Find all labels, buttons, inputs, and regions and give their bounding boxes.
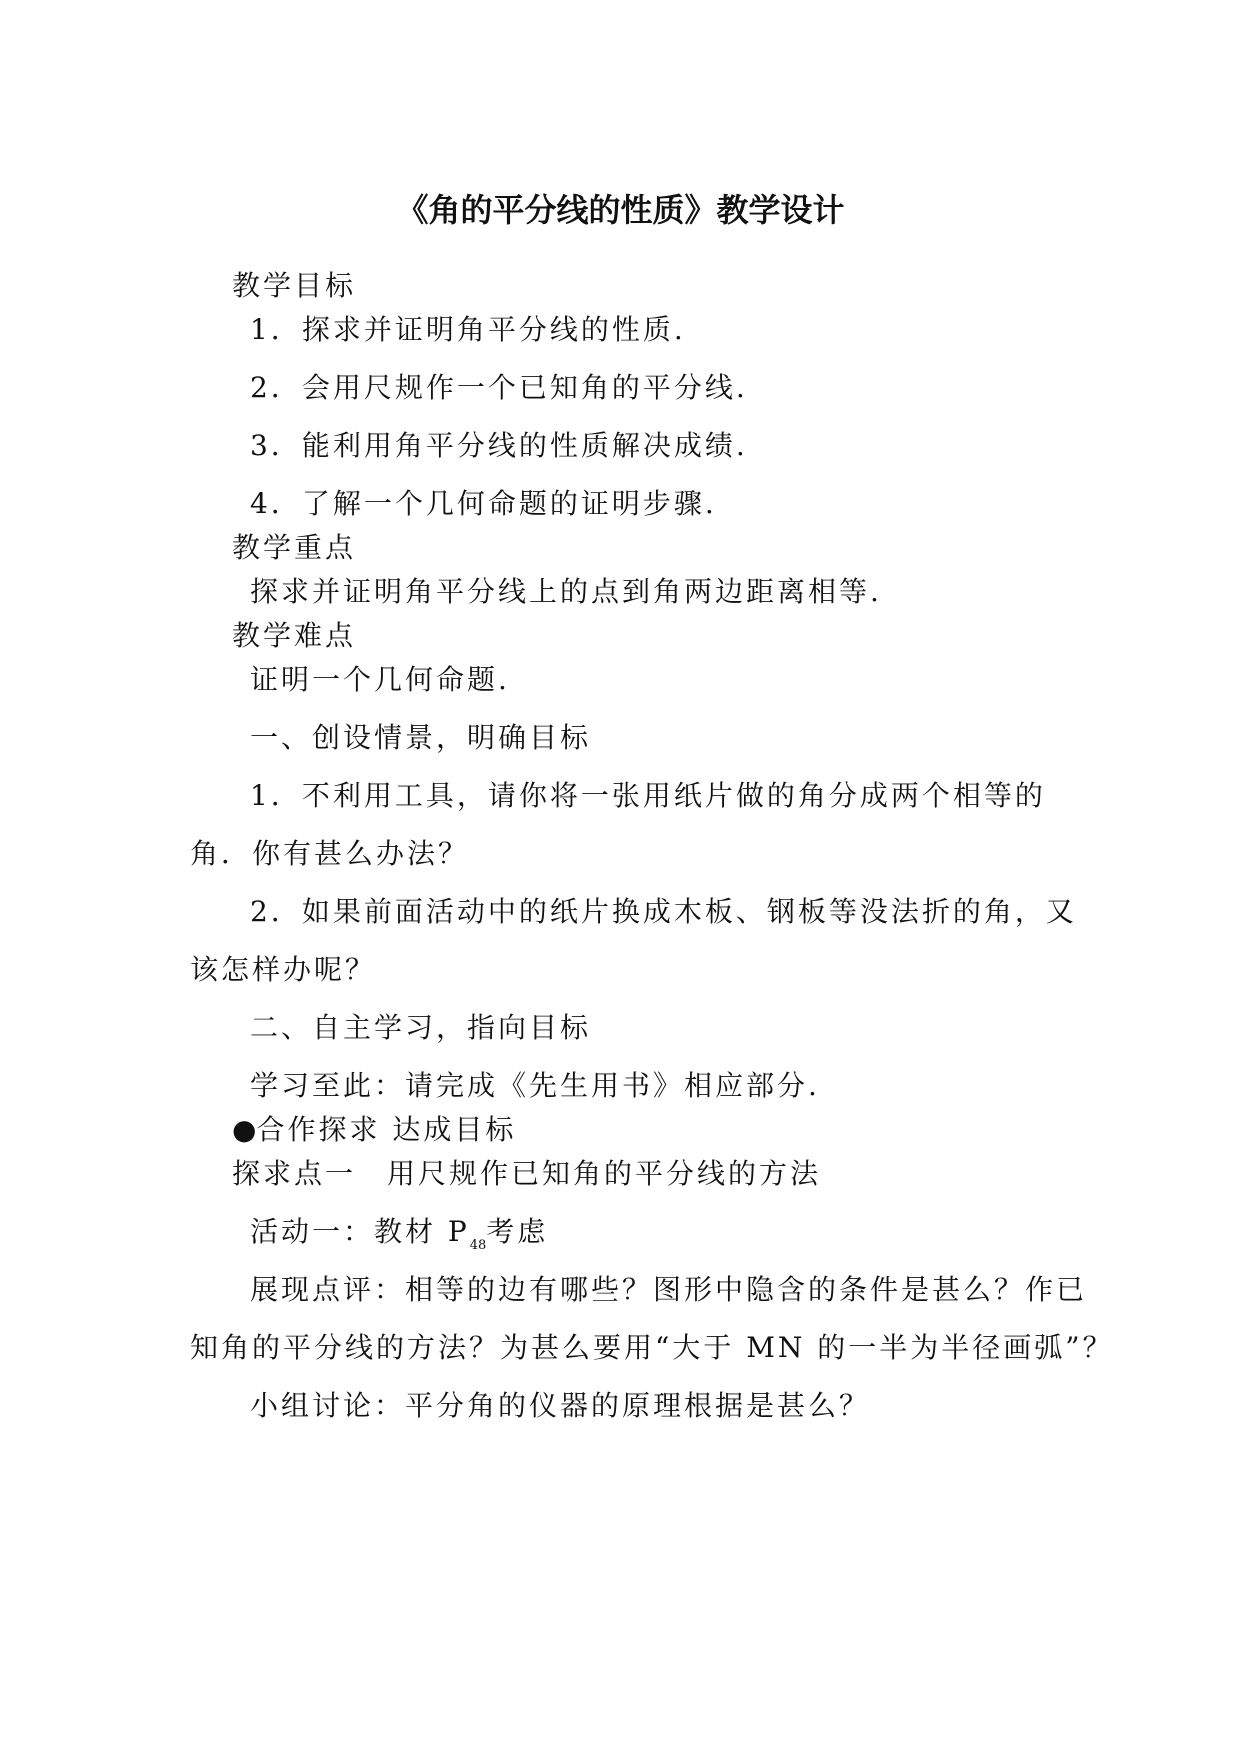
section2-text: 学习至此：请完成《先生用书》相应部分.: [250, 1069, 820, 1102]
key-point-text: 探求并证明角平分线上的点到角两边距离相等.: [250, 575, 882, 608]
section1-heading: 一、创设情景，明确目标: [250, 721, 592, 754]
cooperation-heading: [232, 1112, 516, 1148]
bullet-icon: ●: [232, 1113, 257, 1146]
document-title: 《角的平分线的性质》教学设计: [396, 191, 845, 229]
section1-question1-line1: 1．不利用工具，请你将一张用纸片做的角分成两个相等的: [250, 779, 1046, 812]
activity-1-prefix: 活动一：教材 P: [250, 1215, 470, 1248]
section1-question2-line2: 该怎样办呢？: [190, 953, 377, 986]
key-point-heading: 教学重点: [232, 531, 357, 564]
explore-point-1: 探求点一 用尺规作已知角的平分线的方法: [232, 1157, 822, 1190]
objective-item-2: 2．会用尺规作一个已知角的平分线.: [250, 371, 748, 404]
activity-1: [250, 1214, 548, 1264]
objective-item-4: 4．了解一个几何命题的证明步骤.: [250, 487, 717, 520]
group-discussion: 小组讨论：平分角的仪器的原理根据是甚么？: [250, 1389, 871, 1422]
cooperation-heading-text: 合作探求 达成目标: [256, 1113, 517, 1146]
objectives-heading: 教学目标: [232, 269, 357, 302]
objective-item-3: 3．能利用角平分线的性质解决成绩.: [250, 429, 748, 462]
section2-heading: 二、自主学习，指向目标: [250, 1011, 592, 1044]
difficulty-text: 证明一个几何命题.: [250, 663, 510, 696]
review-line-2: 知角的平分线的方法？为甚么要用“大于 MN 的一半为半径画弧”？: [190, 1331, 1114, 1364]
review-line-1: 展现点评：相等的边有哪些？图形中隐含的条件是甚么？作已: [250, 1273, 1088, 1306]
section1-question2-line1: 2．如果前面活动中的纸片换成木板、钢板等没法折的角，又: [250, 895, 1077, 928]
objective-item-1: 1．探求并证明角平分线的性质.: [250, 313, 686, 346]
activity-1-suffix: 考虑: [486, 1215, 549, 1248]
section1-question1-line2: 角．你有甚么办法？: [190, 837, 470, 870]
activity-1-page-subscript: 48: [469, 1238, 487, 1253]
difficulty-heading: 教学难点: [232, 619, 357, 652]
